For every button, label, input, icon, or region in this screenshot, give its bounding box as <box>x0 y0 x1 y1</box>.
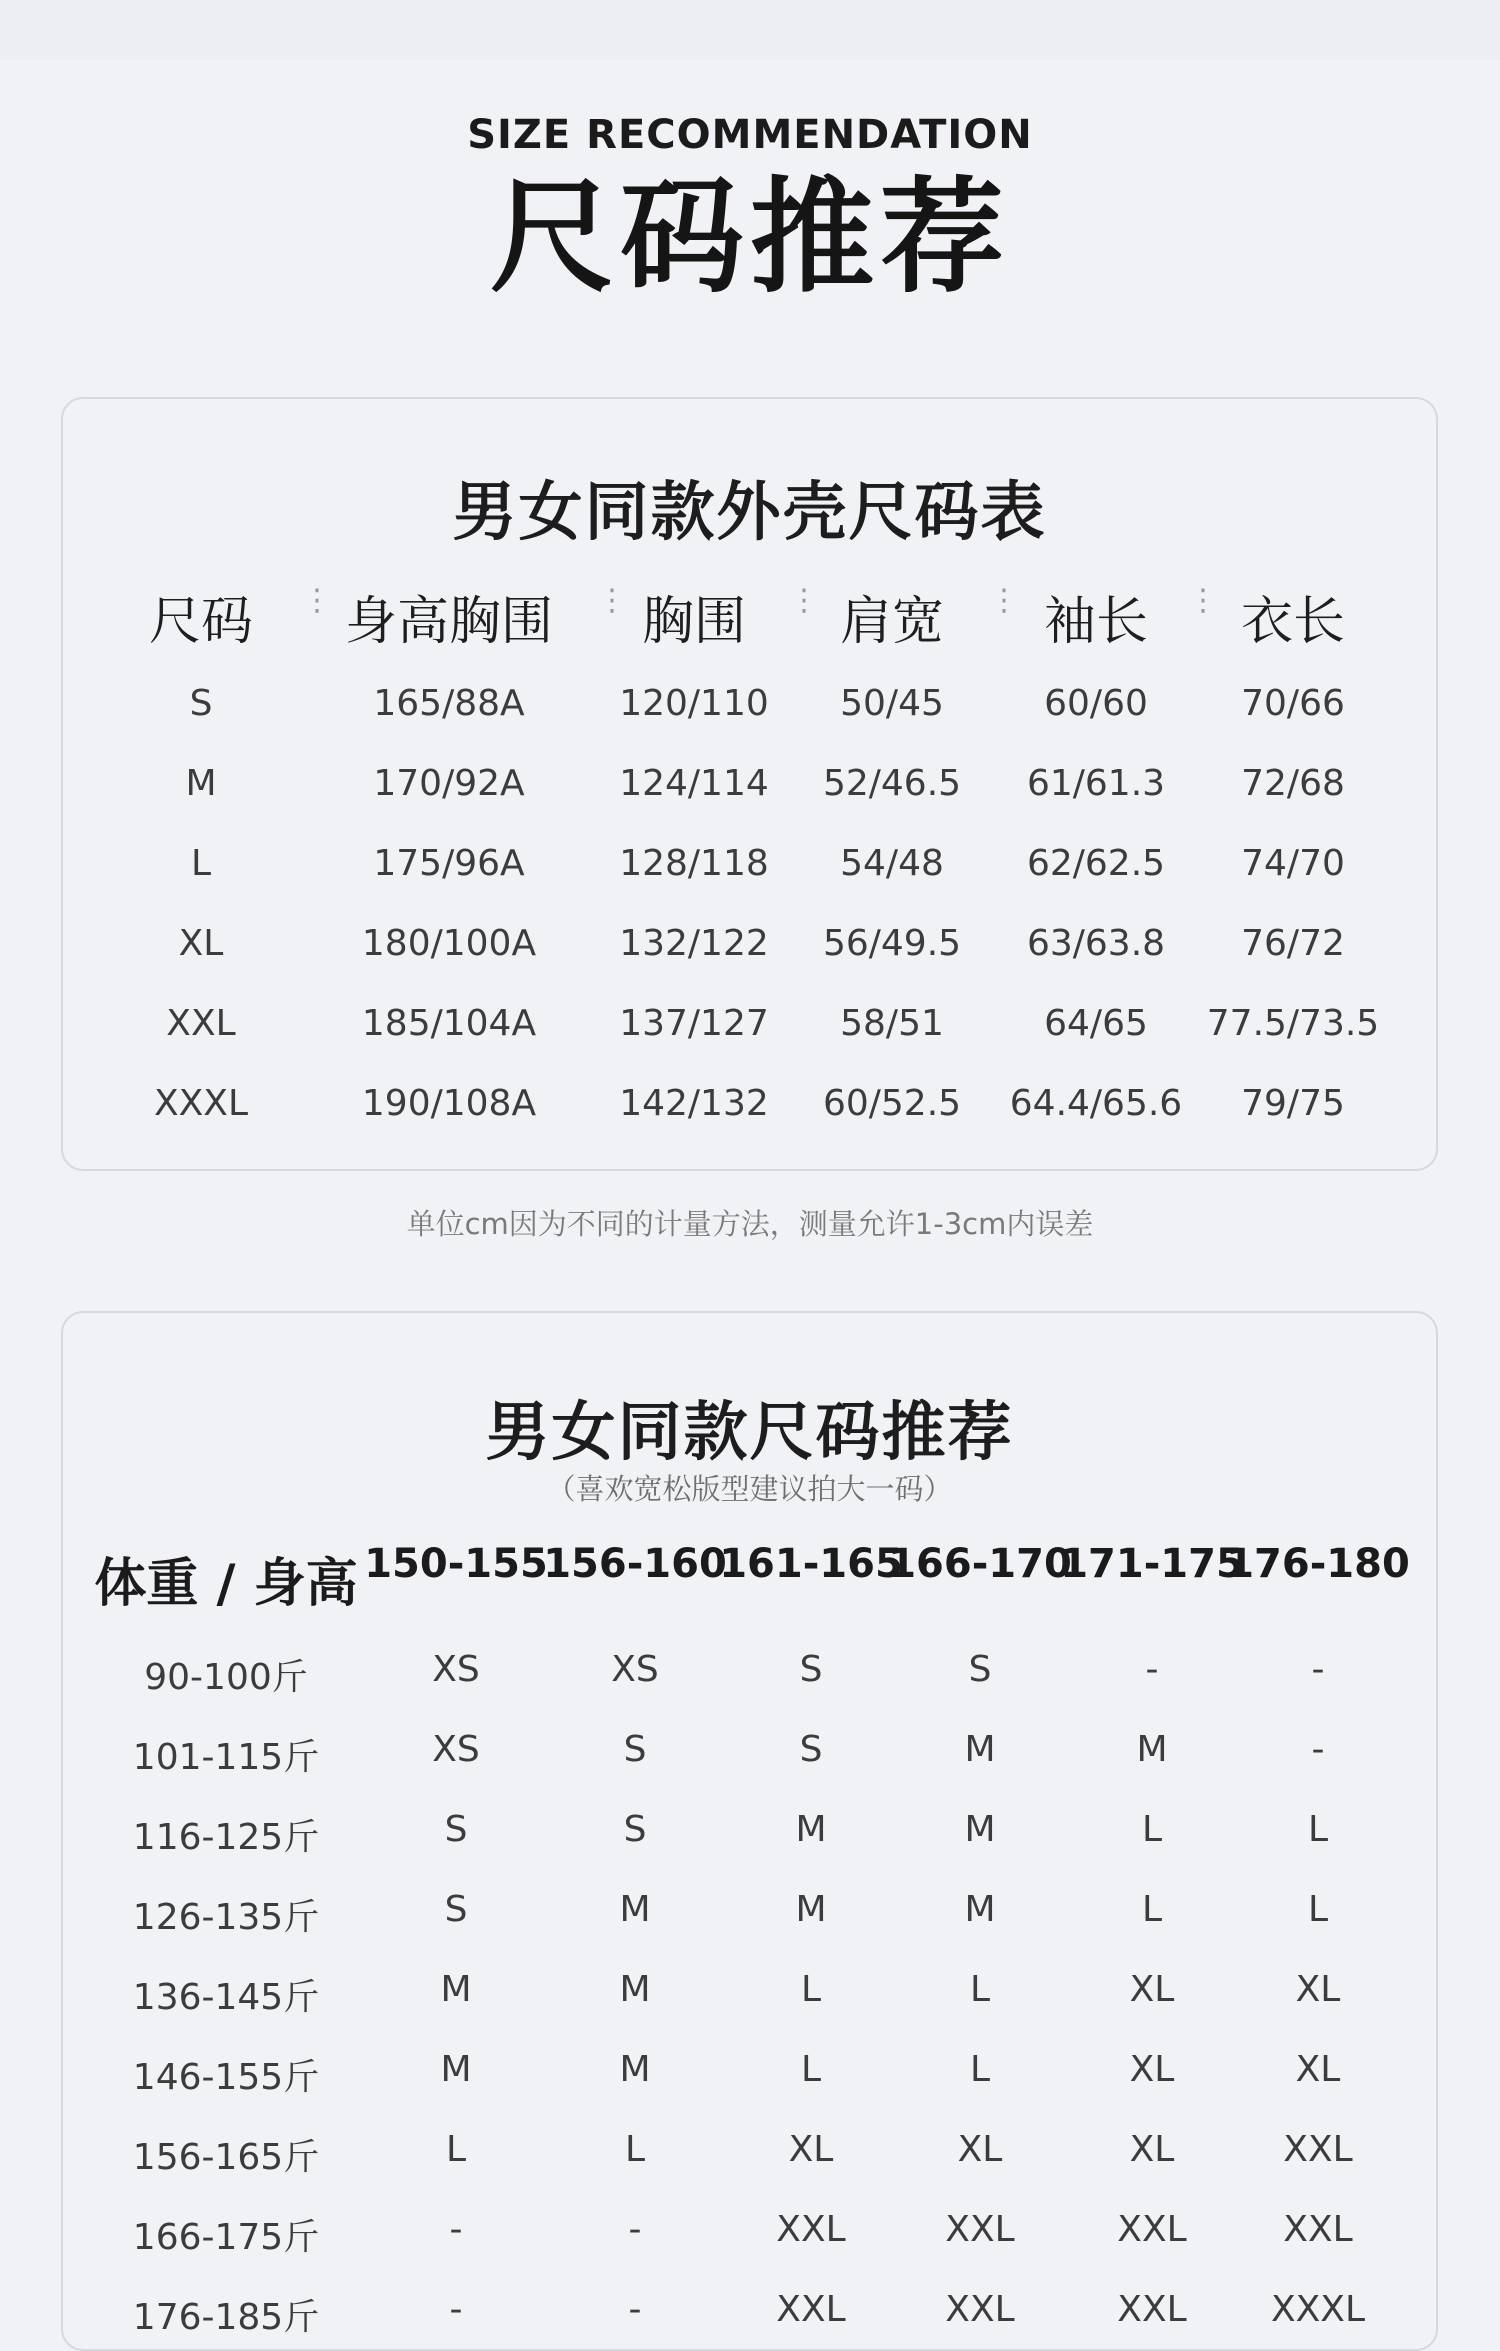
table-cell: XXL <box>166 1003 236 1044</box>
size-cell: XXL <box>1117 2289 1187 2330</box>
size-cell: M <box>619 1889 651 1930</box>
table-cell: 165/88A <box>373 683 525 724</box>
weight-range-cell: 126-135斤 <box>132 1897 320 1938</box>
weight-range-cell: 90-100斤 <box>144 1657 308 1698</box>
table-cell: 70/66 <box>1241 683 1345 724</box>
size-cell: XL <box>1129 1969 1175 2010</box>
column-header: 体重 / 身高 <box>94 1554 358 1614</box>
size-cell: M <box>619 2049 651 2090</box>
size-chart-title: 男女同款外壳尺码表 <box>452 476 1047 550</box>
measurement-note: 单位cm因为不同的计量方法，测量允许1-3cm内误差 <box>406 1207 1094 1241</box>
size-cell: - <box>628 2289 642 2330</box>
size-cell: XXL <box>945 2209 1015 2250</box>
column-header: 176-180 <box>1226 1541 1410 1587</box>
size-cell: XS <box>611 1649 659 1690</box>
table-cell: 54/48 <box>840 843 944 884</box>
size-cell: S <box>799 1729 823 1770</box>
size-cell: XL <box>1129 2129 1175 2170</box>
table-cell: 74/70 <box>1241 843 1345 884</box>
table-cell: S <box>189 683 213 724</box>
size-cell: - <box>449 2209 463 2250</box>
column-separator: ⋮ <box>302 583 332 618</box>
size-chart-card <box>61 397 1438 1171</box>
size-cell: XL <box>957 2129 1003 2170</box>
table-cell: 124/114 <box>619 763 769 804</box>
size-cell: - <box>449 2289 463 2330</box>
table-cell: 62/62.5 <box>1026 843 1166 884</box>
table-cell: 142/132 <box>619 1083 769 1124</box>
size-cell: XS <box>432 1729 480 1770</box>
weight-range-cell: 136-145斤 <box>132 1977 320 2018</box>
recommend-subtitle: （喜欢宽松版型建议拍大一码） <box>546 1472 953 1506</box>
weight-range-cell: 156-165斤 <box>132 2137 320 2178</box>
column-header: 150-155 <box>364 1541 548 1587</box>
weight-range-cell: 101-115斤 <box>132 1737 320 1778</box>
size-cell: XXL <box>945 2289 1015 2330</box>
table-cell: 56/49.5 <box>822 923 962 964</box>
size-cell: M <box>440 2049 472 2090</box>
size-cell: L <box>969 2049 991 2090</box>
table-cell: 137/127 <box>619 1003 769 1044</box>
table-cell: XL <box>178 923 224 964</box>
size-cell: S <box>799 1649 823 1690</box>
column-header: 袖长 <box>1043 592 1149 652</box>
size-cell: L <box>445 2129 467 2170</box>
size-cell: S <box>444 1809 468 1850</box>
table-cell: 64/65 <box>1044 1003 1148 1044</box>
size-cell: L <box>1141 1889 1163 1930</box>
table-cell: XXXL <box>153 1083 249 1124</box>
table-cell: 50/45 <box>840 683 944 724</box>
size-cell: - <box>628 2209 642 2250</box>
column-header: 衣长 <box>1240 592 1346 652</box>
size-cell: L <box>969 1969 991 2010</box>
table-cell: L <box>190 843 212 884</box>
size-cell: XXL <box>1283 2209 1353 2250</box>
size-cell: M <box>964 1729 996 1770</box>
table-cell: 61/61.3 <box>1026 763 1166 804</box>
recommend-title: 男女同款尺码推荐 <box>485 1396 1014 1470</box>
size-cell: - <box>1311 1729 1325 1770</box>
page-title-en: SIZE RECOMMENDATION <box>467 112 1033 158</box>
table-cell: 120/110 <box>619 683 769 724</box>
column-header: 166-170 <box>888 1541 1072 1587</box>
top-band <box>0 0 1500 60</box>
weight-range-cell: 116-125斤 <box>132 1817 320 1858</box>
size-cell: XL <box>1129 2049 1175 2090</box>
table-cell: 185/104A <box>361 1003 537 1044</box>
size-cell: XL <box>788 2129 834 2170</box>
size-cell: - <box>1145 1649 1159 1690</box>
size-cell: M <box>795 1889 827 1930</box>
table-cell: 60/60 <box>1044 683 1148 724</box>
size-cell: M <box>795 1809 827 1850</box>
size-cell: XS <box>432 1649 480 1690</box>
size-cell: M <box>964 1889 996 1930</box>
size-cell: M <box>964 1809 996 1850</box>
recommend-card <box>61 1311 1438 2351</box>
weight-range-cell: 166-175斤 <box>132 2217 320 2258</box>
table-cell: 170/92A <box>373 763 525 804</box>
size-cell: L <box>1141 1809 1163 1850</box>
weight-range-cell: 146-155斤 <box>132 2057 320 2098</box>
size-cell: L <box>800 2049 822 2090</box>
page-title-cn: 尺码推荐 <box>489 166 1010 310</box>
size-cell: L <box>624 2129 646 2170</box>
size-cell: XXL <box>1117 2209 1187 2250</box>
size-cell: S <box>968 1649 992 1690</box>
table-cell: 64.4/65.6 <box>1009 1083 1183 1124</box>
column-header: 身高胸围 <box>344 592 554 652</box>
column-separator: ⋮ <box>1188 583 1218 618</box>
table-cell: 175/96A <box>373 843 525 884</box>
size-cell: L <box>800 1969 822 2010</box>
column-header: 胸围 <box>641 592 747 652</box>
table-cell: 60/52.5 <box>822 1083 962 1124</box>
size-cell: S <box>623 1809 647 1850</box>
size-cell: M <box>440 1969 472 2010</box>
column-header: 156-160 <box>543 1541 727 1587</box>
table-cell: 76/72 <box>1241 923 1345 964</box>
column-header: 肩宽 <box>839 592 945 652</box>
size-cell: XL <box>1295 2049 1341 2090</box>
size-cell: XL <box>1295 1969 1341 2010</box>
weight-range-cell: 176-185斤 <box>132 2297 320 2338</box>
table-cell: 180/100A <box>361 923 537 964</box>
size-cell: XXL <box>776 2209 846 2250</box>
column-separator: ⋮ <box>789 583 819 618</box>
size-cell: XXL <box>1283 2129 1353 2170</box>
column-header: 161-165 <box>719 1541 903 1587</box>
size-cell: L <box>1307 1809 1329 1850</box>
column-separator: ⋮ <box>597 583 627 618</box>
table-cell: 128/118 <box>619 843 769 884</box>
table-cell: 58/51 <box>840 1003 944 1044</box>
size-cell: XXL <box>776 2289 846 2330</box>
table-cell: 72/68 <box>1241 763 1345 804</box>
table-cell: 190/108A <box>361 1083 537 1124</box>
table-cell: 79/75 <box>1241 1083 1345 1124</box>
column-header: 171-175 <box>1060 1541 1244 1587</box>
table-cell: 77.5/73.5 <box>1206 1003 1380 1044</box>
size-cell: XXXL <box>1270 2289 1366 2330</box>
size-cell: S <box>444 1889 468 1930</box>
size-cell: S <box>623 1729 647 1770</box>
column-header: 尺码 <box>148 592 254 652</box>
table-cell: 52/46.5 <box>822 763 962 804</box>
size-cell: M <box>619 1969 651 2010</box>
column-separator: ⋮ <box>989 583 1019 618</box>
size-cell: L <box>1307 1889 1329 1930</box>
table-cell: 132/122 <box>619 923 769 964</box>
table-cell: 63/63.8 <box>1026 923 1166 964</box>
table-cell: M <box>185 763 217 804</box>
size-cell: M <box>1136 1729 1168 1770</box>
size-cell: - <box>1311 1649 1325 1690</box>
